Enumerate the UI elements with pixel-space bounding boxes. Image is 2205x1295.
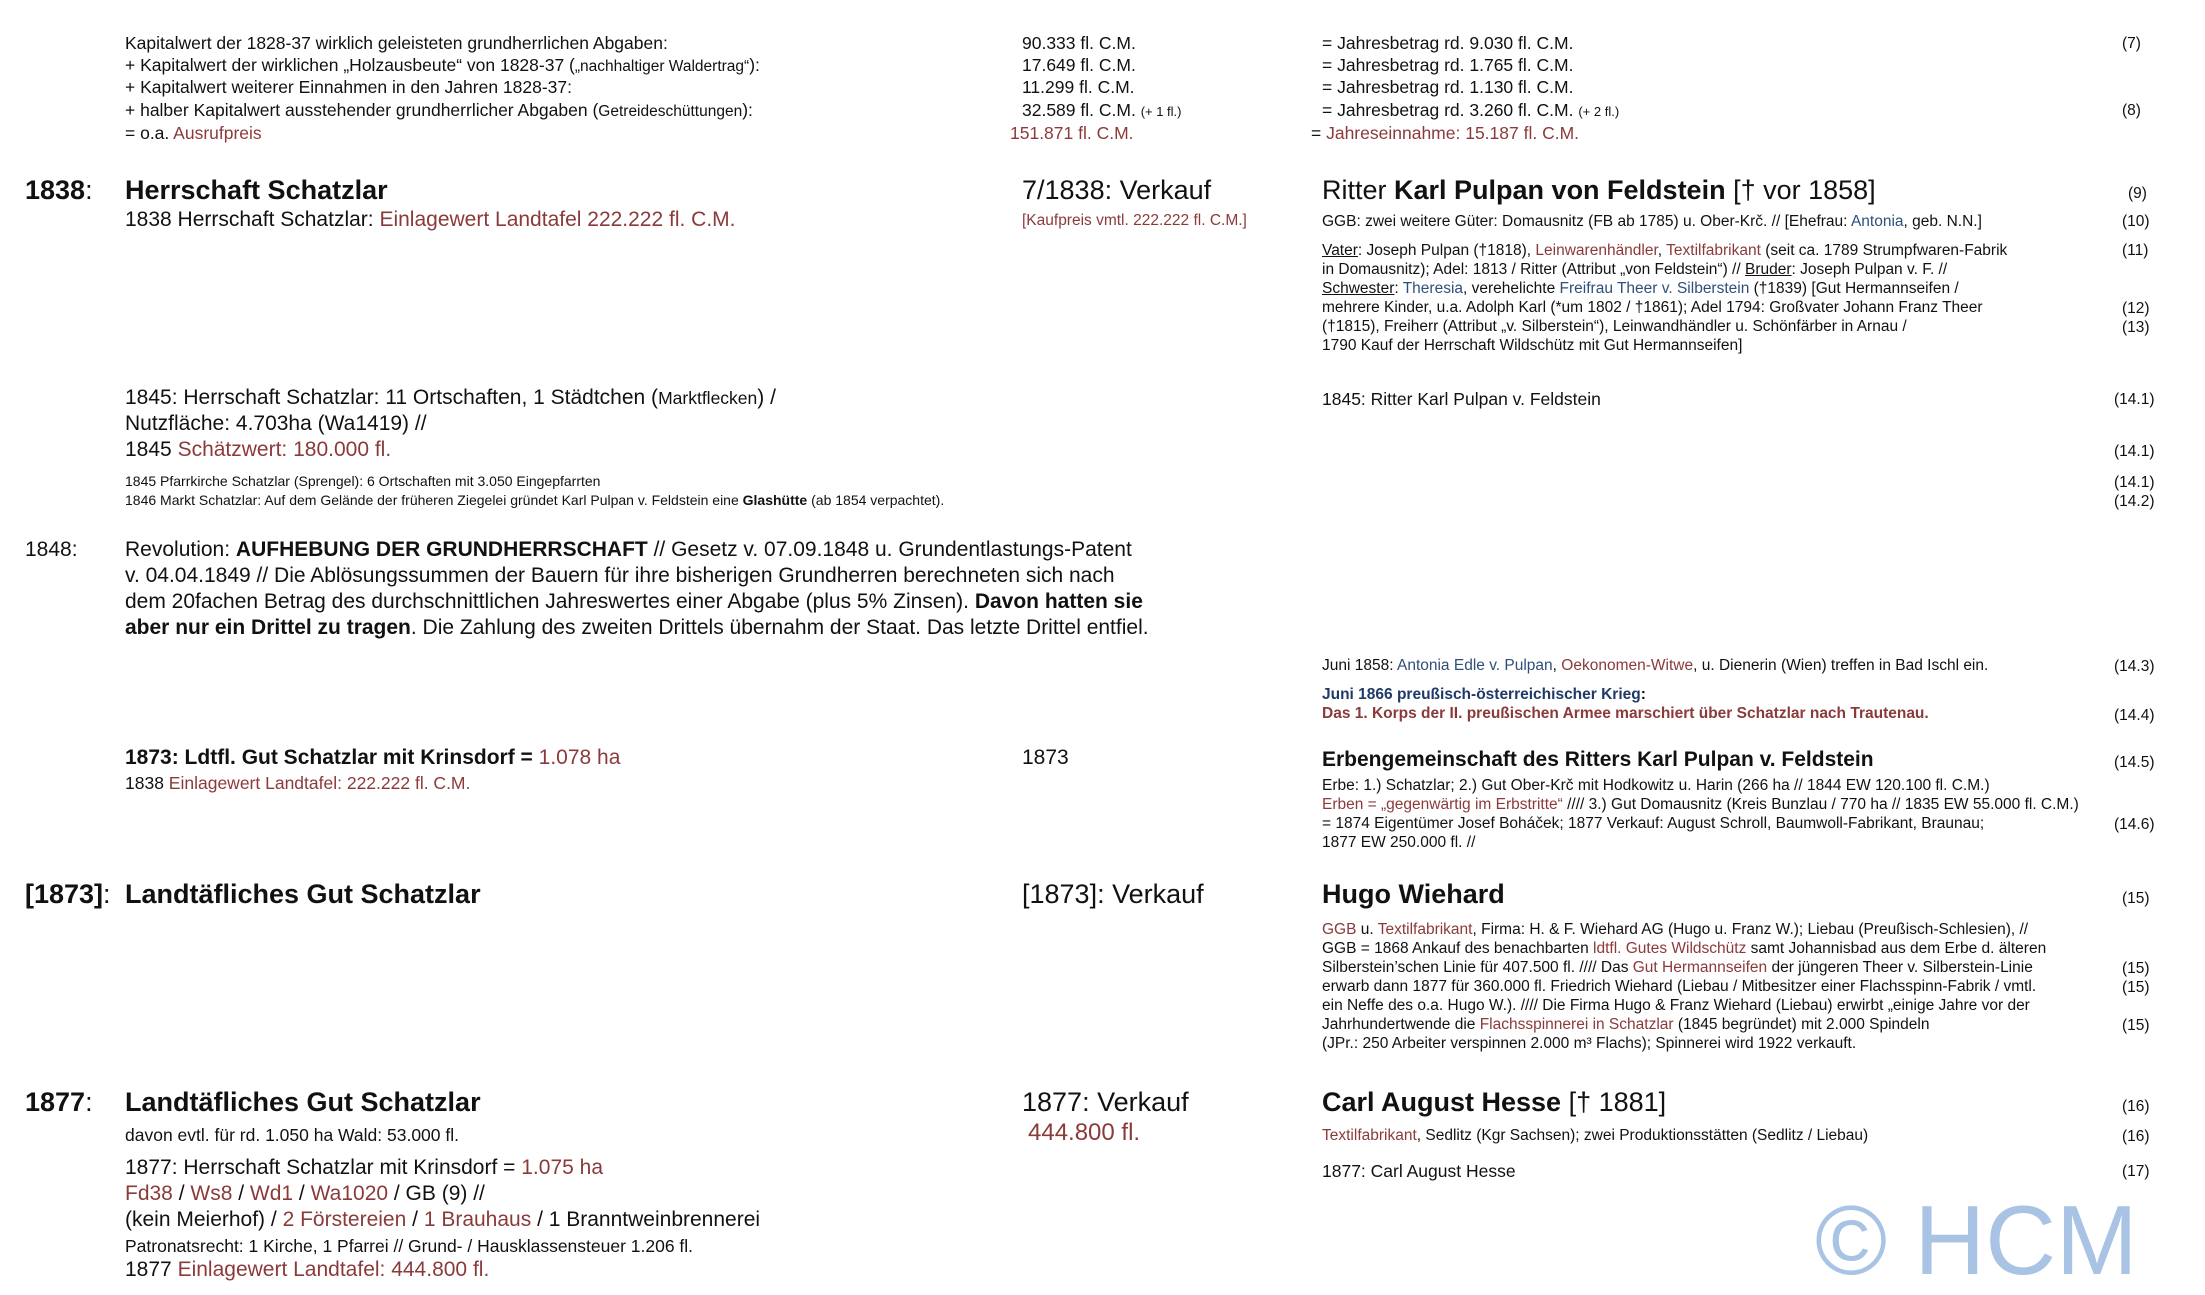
ggb-1838-post: , geb. N.N.] [1903,213,1982,230]
wiehard-line-3-end: der jüngeren Theer v. Silberstein-Linie [1767,959,2033,976]
top-row-4-annual-note: (+ 2 fl.) [1578,104,1620,119]
line-1877-herrschaft [125,1155,603,1181]
bruder-label: Bruder [1744,261,1792,278]
line-1845-2: Nutzfläche: 4.703ha (Wa1419) // [125,412,427,435]
year-1848: 1848: [25,538,78,561]
line-1838-einlagewert [125,207,736,233]
wiehard-line-5: ein Neffe des o.a. Hugo W.). //// Die Firma Hugo & Franz Wiehard (Liebau) erwirbt „einige Jahre vor der [1322,997,2030,1014]
branntwein: / 1 Branntweinbrennerei [531,1208,761,1231]
wiehard-line-3-text: Silberstein’schen Linie für 407.500 fl. //// Das [1322,959,1633,976]
year-1873-bracket-text: [1873] [25,879,104,909]
meierhof-sep: / [406,1208,424,1231]
hcm-watermark: © HCM [1815,1185,2138,1295]
top-row-1-label [125,32,668,54]
ref-15-d: (15) [2122,1017,2150,1034]
year-1877 [25,1085,93,1119]
top-row-4-ref: (8) [2122,102,2141,119]
line-1848-4-text: . Die Zahlung des zweiten Drittels übernahm der Staat. Das letzte Drittel entfiel. [410,616,1149,639]
wiehard-firma: , Firma: H. & F. Wiehard AG (Hugo u. Franz W.); Liebau (Preußisch-Schlesien), // [1472,921,2029,938]
line-1848-3-bold: Davon hatten sie [974,590,1143,613]
family-line-3-text: , verehelichte [1463,280,1560,297]
top-row-4-text: + halber Kapitalwert ausstehender grundherrlicher Abgaben ( [125,100,599,120]
line-1848-1 [125,537,1132,563]
top-row-4-annual-amount: = Jahresbetrag rd. 3.260 fl. C.M. [1322,100,1574,120]
hesse-textilfabrikant: Textilfabrikant [1322,1127,1417,1144]
wiehard-line-1 [1322,920,2028,940]
top-row-1-ref: (7) [2122,35,2141,52]
year-1838 [25,173,93,207]
ref-15-b: (15) [2122,960,2150,977]
juni-1858-text: , u. Dienerin (Wien) treffen in Bad Ischl ein. [1693,657,1989,674]
wiehard-line-2 [1322,939,2046,959]
family-line-3 [1322,279,1959,299]
line-1877-year: 1877 [125,1258,178,1281]
wiehard-line-2-text: GGB = 1868 Ankauf des benachbarten [1322,940,1594,957]
wiehard-line-7: (JPr.: 250 Arbeiter verspinnen 2.000 m³ Flachs); Spinnerei wird 1922 verkauft. [1322,1035,1857,1052]
hesse-line-1-text: , Sedlitz (Kgr Sachsen); zwei Produktionsstätten (Sedlitz / Liebau) [1416,1127,1869,1144]
korps-line: Das 1. Korps der II. preußischen Armee marschiert über Schatzlar nach Trautenau. [1322,705,1929,722]
erbe-line-2-red: Erben = „gegenwärtig im Erbstritte“ [1322,796,1563,813]
owner-1873-erben: Erbengemeinschaft des Ritters Karl Pulpan v. Feldstein [1322,748,1874,771]
top-row-2-end: ): [749,55,760,75]
top-row-2-value: 17.649 fl. C.M. [1022,55,1136,75]
sale-1877: 1877: Verkauf [1022,1087,1189,1117]
top-row-3-value: 11.299 fl. C.M. [1022,77,1135,97]
vater-leinwarenhaendler: Leinwarenhändler [1535,242,1658,259]
vater-text-1: : Joseph Pulpan (†1818), [1357,242,1536,259]
ref-15: (15) [2122,890,2150,907]
line-1845-marktflecken: Marktflecken [658,388,758,408]
vater-text-3: (seit ca. 1789 Strumpfwaren-Fabrik [1760,242,2008,259]
line-1846-end: (ab 1854 verpachtet). [807,492,945,508]
top-row-1-text: Kapitalwert der 1828-37 wirklich geleisteten grundherrlichen Abgaben: [125,33,668,53]
ref-14-4: (14.4) [2114,707,2155,724]
wiehard-line-2-end: samt Johannisbad aus dem Erbe d. älteren [1746,940,2047,957]
brauhaus: 1 Brauhaus [423,1208,532,1231]
owner-1838-suffix: [† vor 1858] [1725,175,1876,205]
top-row-3-annual: = Jahresbetrag rd. 1.130 fl. C.M. [1322,77,1574,97]
code-wa1020: Wa1020 [310,1182,389,1205]
line-1846-glashuette: Glashütte [742,492,808,508]
family-line-5: (†1815), Freiherr (Attribut „v. Silberstein“), Leinwandhändler u. Schönfärber in Arnau / [1322,318,1907,335]
code-gb: / GB (9) // [388,1182,485,1205]
foerstereien: 2 Förstereien [282,1208,407,1231]
year-1877-text: 1877 [25,1087,86,1117]
line-1873-einlagewert [125,772,470,794]
ref-15-c: (15) [2122,979,2150,996]
owner-1845: 1845: Ritter Karl Pulpan v. Feldstein [1322,389,1601,409]
top-total-annual-prefix: = [1311,123,1327,143]
year-1873-bracket-colon: : [103,879,111,909]
code-sep-3: / [293,1182,311,1205]
line-1848-gesetz: // Gesetz v. 07.09.1848 u. Grundentlastungs-Patent [647,538,1132,561]
title-1873-year: 1873 [125,746,172,769]
ref-16-a: (16) [2122,1098,2150,1115]
year-1877-colon: : [85,1087,93,1117]
line-1845-schaetzwert: Schätzwert: 180.000 fl. [177,438,392,461]
code-fd38: Fd38 [125,1182,173,1205]
year-1873-bracket [25,877,111,911]
ref-11: (11) [2122,242,2149,259]
wiehard-line-6-end: (1845 begründet) mit 2.000 Spindeln [1673,1016,1930,1033]
title-1873-area: 1.078 ha [538,746,621,769]
vater-line [1322,241,2007,261]
juni-1858-witwe: Oekonomen-Witwe [1561,657,1694,674]
family-line-3-colon: : [1394,280,1403,297]
top-row-4-amount: 32.589 fl. C.M. [1022,100,1136,120]
wiehard-flachsspinnerei: Flachsspinnerei in Schatzlar [1479,1016,1674,1033]
family-line-2-end: : Joseph Pulpan v. F. // [1791,261,1948,278]
line-1877-patronat: Patronatsrecht: 1 Kirche, 1 Pfarrei // Grund- / Hausklassensteuer 1.206 fl. [125,1236,694,1256]
year-1838-text: 1838 [25,175,86,205]
owner-hesse-suffix: [† 1881] [1561,1087,1667,1117]
line-1845-1 [125,385,776,411]
wiehard-line-3 [1322,958,2033,978]
line-1877-einlagewert [125,1257,489,1283]
line-1877-wald: davon evtl. für rd. 1.050 ha Wald: 53.000 fl. [125,1125,459,1145]
line-1845-4: 1845 Pfarrkirche Schatzlar (Sprengel): 6 Ortschaften mit 3.050 Eingepfarrten [125,473,601,489]
juni-1866 [1322,685,1646,705]
juni-1866-text: Juni 1866 preußisch-österreichischer Krieg [1322,686,1641,703]
vater-textilfabrikant: Textilfabrikant [1666,242,1761,259]
line-1845-3 [125,437,391,463]
line-1873-red: Einlagewert Landtafel: 222.222 fl. C.M. [168,773,471,793]
line-1848-4 [125,615,1149,641]
top-row-3-label: + Kapitalwert weiterer Einnahmen in den Jahren 1828-37: [125,77,573,97]
top-total-jahreseinnahme: Jahreseinnahme: 15.187 fl. C.M. [1326,123,1580,143]
top-total-label [125,122,262,144]
juni-1866-colon: : [1640,686,1646,703]
top-row-2-annual: = Jahresbetrag rd. 1.765 fl. C.M. [1322,55,1574,75]
ref-14-5: (14.5) [2114,754,2155,771]
line-1848-3-text: dem 20fachen Betrag des durchschnittlichen Jahreswertes einer Abgabe (plus 5% Zinsen). [125,590,975,613]
ref-10: (10) [2122,213,2150,230]
ref-14-1-b: (14.1) [2114,443,2155,460]
top-row-2-label [125,54,760,77]
family-line-6: 1790 Kauf der Herrschaft Wildschütz mit Gut Hermannseifen] [1322,337,1743,354]
owner-wiehard: Hugo Wiehard [1322,879,1505,909]
vater-text-2: , [1657,242,1667,259]
line-1846 [125,491,944,509]
line-1848-aufhebung: AUFHEBUNG DER GRUNDHERRSCHAFT [235,538,648,561]
top-row-1-annual: = Jahresbetrag rd. 9.030 fl. C.M. [1322,33,1574,53]
ref-14-2: (14.2) [2114,493,2155,510]
juni-1858-antonia: Antonia Edle v. Pulpan [1396,657,1553,674]
ggb-1838 [1322,212,1982,232]
line-1848-revolution: Revolution: [125,538,236,561]
code-sep-2: / [232,1182,250,1205]
family-line-3-end: (†1839) [Gut Hermannseifen / [1749,280,1959,297]
erbe-line-1: Erbe: 1.) Schatzlar; 2.) Gut Ober-Krč mit Hodkowitz u. Harin (266 ha // 1844 EW 120.100 fl. C.M.) [1322,777,1990,794]
wiehard-ggb: GGB [1322,921,1357,938]
line-1873-year: 1838 [125,773,169,793]
owner-hesse-name: Carl August Hesse [1322,1087,1562,1117]
juni-1858 [1322,656,1988,676]
family-line-2 [1322,260,1947,280]
ref-14-1-c: (14.1) [2114,474,2155,491]
line-1846-text: 1846 Markt Schatzlar: Auf dem Gelände der früheren Ziegelei gründet Karl Pulpan v. Feldstein eine [125,492,743,508]
ref-12: (12) [2122,300,2150,317]
ref-9: (9) [2128,185,2147,202]
title-1873-ldtfl [125,745,620,771]
top-row-2-note: „nachhaltiger Waldertrag“ [574,58,750,75]
wiehard-line-6 [1322,1015,1929,1035]
line-1845-1-text: 1845: Herrschaft Schatzlar: 11 Ortschaften, 1 Städtchen ( [125,386,659,409]
line-1877-herrschaft-text: 1877: Herrschaft Schatzlar mit Krinsdorf = [125,1156,522,1179]
wiehard-line-6-text: Jahrhundertwende die [1322,1016,1480,1033]
line-1838-red: Einlagewert Landtafel 222.222 fl. C.M. [379,208,736,231]
line-1877-red: Einlagewert Landtafel: 444.800 fl. [177,1258,490,1281]
meierhof-text: (kein Meierhof) / [125,1208,283,1231]
top-row-1-value: 90.333 fl. C.M. [1022,33,1136,53]
code-ws8: Ws8 [190,1182,233,1205]
code-wd1: Wd1 [249,1182,294,1205]
theresia-name: Theresia [1402,280,1464,297]
year-1838-colon: : [85,175,93,205]
sale-1873: [1873]: Verkauf [1022,879,1204,909]
family-line-4: mehrere Kinder, u.a. Adolph Karl (*um 1802 / †1861); Adel 1794: Großvater Johann Franz Theer [1322,299,1983,316]
line-1848-4-bold: aber nur ein Drittel zu tragen [125,616,411,639]
erbe-line-2 [1322,795,2079,815]
top-row-4-annual [1322,99,1619,123]
ref-14-3: (14.3) [2114,658,2155,675]
top-total-annual [1311,122,1579,144]
sale-1838-note: [Kaufpreis vmtl. 222.222 fl. C.M.] [1022,212,1247,229]
title-1873-gut: Landtäfliches Gut Schatzlar [125,879,481,909]
ref-16-b: (16) [2122,1128,2150,1145]
juni-1858-date: Juni 1858: [1322,657,1397,674]
ref-13: (13) [2122,319,2150,336]
top-row-4-value [1022,99,1182,123]
owner-1838 [1322,173,1876,207]
top-row-4-label [125,99,753,122]
ggb-1838-antonia: Antonia [1850,213,1904,230]
line-1877-meierhof [125,1207,760,1233]
top-row-4-end: ): [742,100,753,120]
family-line-2-text: in Domausnitz); Adel: 1813 / Ritter (Attribut „von Feldstein“) // [1322,261,1745,278]
line-1848-2: v. 04.04.1849 // Die Ablösungssummen der Bauern für ihre bisherigen Grundherren berechneten sich nach [125,564,1115,587]
wiehard-u: u. [1356,921,1378,938]
line-1877-codes [125,1181,485,1207]
line-1848-3 [125,589,1143,615]
line-1845-3-prefix: 1845 [125,438,178,461]
wiehard-wildschuetz: ldtfl. Gutes Wildschütz [1593,940,1747,957]
freifrau-name: Freifrau Theer v. Silberstein [1559,280,1750,297]
hesse-line-2: 1877: Carl August Hesse [1322,1161,1516,1181]
top-row-4-note: Getreideschüttungen [598,103,743,120]
wiehard-hermannseifen: Gut Hermannseifen [1632,959,1768,976]
top-total-value: 151.871 fl. C.M. [1010,123,1134,143]
top-row-4-amount-note: (+ 1 fl.) [1140,104,1182,119]
owner-1838-prefix: Ritter [1322,175,1395,205]
hesse-line-1 [1322,1126,1868,1146]
title-1873-text: : Ldtfl. Gut Schatzlar mit Krinsdorf = [171,746,539,769]
code-sep-1: / [172,1182,191,1205]
ref-14-1-a: (14.1) [2114,391,2155,408]
line-1845-1-end: ) / [757,386,776,409]
erbe-line-3: = 1874 Eigentümer Josef Boháček; 1877 Verkauf: August Schroll, Baumwoll-Fabrikant, Braunau; [1322,815,1985,832]
wiehard-line-4: erwarb dann 1877 für 360.000 fl. Friedrich Wiehard (Liebau / Mitbesitzer einer Flachsspinn-Fabrik / vmtl. [1322,978,2037,995]
ggb-1838-pre: GGB: zwei weitere Güter: Domausnitz (FB ab 1785) u. Ober-Krč. // [Ehefrau: [1322,213,1851,230]
ref-14-6: (14.6) [2114,816,2155,833]
ref-17: (17) [2122,1163,2150,1180]
owner-1838-name: Karl Pulpan von Feldstein [1394,175,1726,205]
vater-label: Vater [1322,242,1358,259]
title-1838: Herrschaft Schatzlar [125,175,388,205]
line-1877-area: 1.075 ha [521,1156,603,1179]
erbe-line-2-text: //// 3.) Gut Domausnitz (Kreis Bunzlau / 770 ha // 1835 EW 55.000 fl. C.M.) [1562,796,2079,813]
top-row-2-text: + Kapitalwert der wirklichen „Holzausbeute“ von 1828-37 ( [125,55,575,75]
owner-hesse [1322,1085,1666,1119]
top-total-ausrufpreis: Ausrufpreis [173,123,262,143]
price-1877: 444.800 fl. [1028,1119,1141,1146]
title-1877: Landtäfliches Gut Schatzlar [125,1087,481,1117]
sale-1838: 7/1838: Verkauf [1022,175,1212,205]
schwester-label: Schwester [1322,280,1395,297]
line-1838-prefix: 1838 Herrschaft Schatzlar: [125,208,380,231]
top-total-prefix: = o.a. [125,123,174,143]
wiehard-textilfabrikant: Textilfabrikant [1377,921,1473,938]
mid-1873: 1873 [1022,746,1069,769]
erbe-line-4: 1877 EW 250.000 fl. // [1322,834,1476,851]
juni-1858-comma: , [1552,657,1562,674]
